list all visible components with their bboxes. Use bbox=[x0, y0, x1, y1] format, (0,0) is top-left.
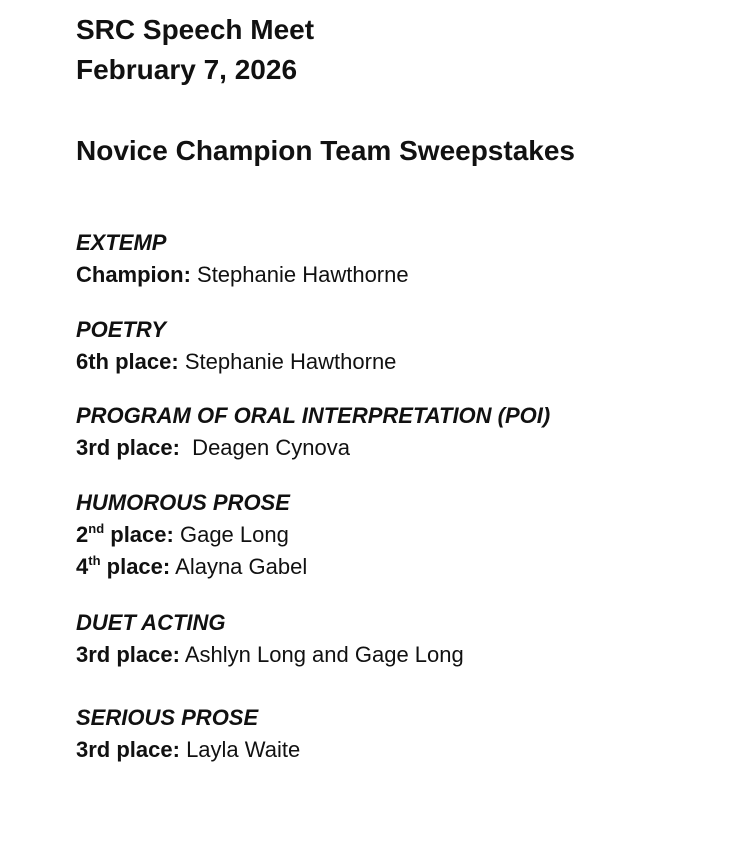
award-winner: Stephanie Hawthorne bbox=[197, 262, 409, 287]
event-name: SERIOUS PROSE bbox=[76, 705, 259, 730]
event-name: EXTEMP bbox=[76, 230, 167, 255]
award-row bbox=[76, 432, 716, 464]
event-name: PROGRAM OF ORAL INTERPRETATION (POI) bbox=[76, 403, 551, 428]
award-winner: Ashlyn Long and Gage Long bbox=[184, 642, 464, 667]
event-poi bbox=[76, 400, 716, 464]
event-extemp bbox=[76, 227, 716, 291]
event-poetry bbox=[76, 314, 716, 378]
event-name: POETRY bbox=[76, 317, 167, 342]
sweepstakes-heading: Novice Champion Team Sweepstakes bbox=[76, 135, 575, 166]
event-duet-acting bbox=[76, 607, 716, 671]
award-place: 4th place: bbox=[76, 552, 171, 579]
event-serious-prose bbox=[76, 702, 716, 766]
award-winner: Layla Waite bbox=[186, 737, 301, 762]
award-place: 3rd place: bbox=[76, 435, 180, 460]
award-place: 2nd place: bbox=[76, 520, 174, 547]
award-row bbox=[76, 259, 716, 291]
award-row bbox=[76, 519, 716, 551]
award-place: 3rd place: bbox=[76, 737, 180, 762]
event-name: DUET ACTING bbox=[76, 610, 226, 635]
award-place: Champion: bbox=[76, 262, 191, 287]
award-winner: Alayna Gabel bbox=[175, 554, 308, 579]
meet-date: February 7, 2026 bbox=[76, 54, 298, 85]
award-place: 6th place: bbox=[76, 349, 179, 374]
award-row bbox=[76, 734, 716, 766]
award-winner: Stephanie Hawthorne bbox=[184, 349, 397, 374]
award-row bbox=[76, 551, 716, 583]
award-row bbox=[76, 639, 716, 671]
award-row bbox=[76, 346, 716, 378]
award-winner: Deagen Cynova bbox=[186, 435, 350, 460]
meet-title: SRC Speech Meet bbox=[76, 14, 315, 45]
award-place: 3rd place: bbox=[76, 642, 180, 667]
event-name: HUMOROUS PROSE bbox=[76, 490, 290, 515]
award-winner: Gage Long bbox=[179, 522, 289, 547]
event-humorous-prose bbox=[76, 487, 716, 583]
